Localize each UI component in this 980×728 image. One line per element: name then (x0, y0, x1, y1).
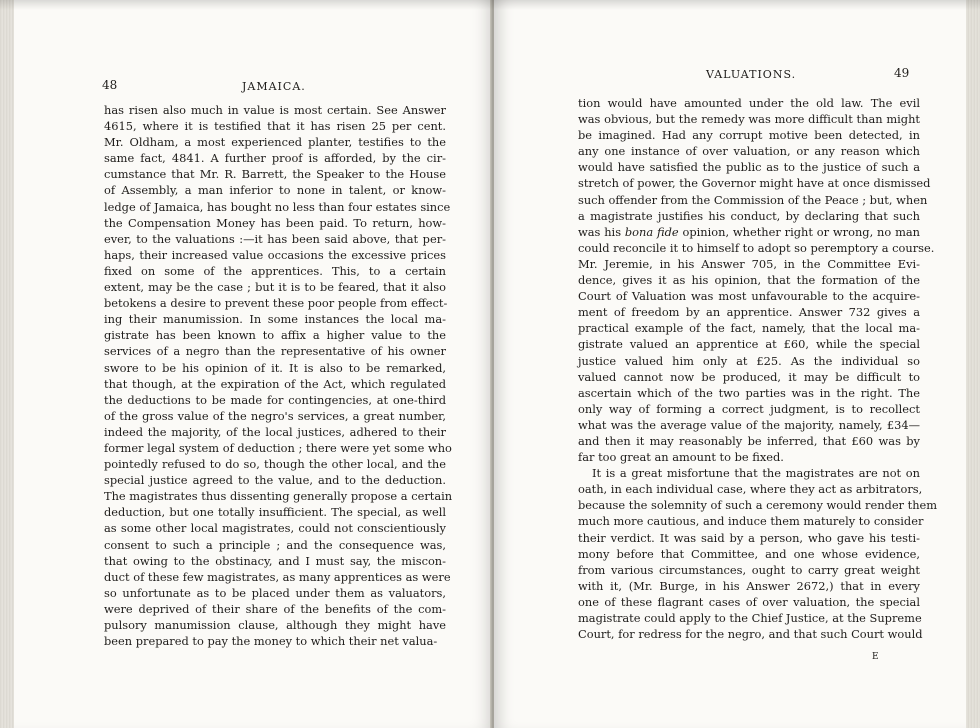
text-line: because the solemnity of such a ceremony would render them (578, 498, 938, 513)
left-page-text (104, 102, 453, 649)
text-line: any one instance of over valuation, or any reason which (578, 144, 920, 159)
text-line: mony before that Committee, and one whose evidence, (578, 546, 920, 561)
text-line: former legal system of deduction ; there were yet some who (104, 440, 452, 455)
text-line: Court, for redress for the negro, and that such Court would (578, 627, 923, 642)
text-line: oath, in each individual case, where they act as arbitrators, (578, 482, 923, 497)
text-line: consent to such a principle ; and the consequence was, (104, 537, 446, 552)
text-line: valued cannot now be produced, it may be difficult to (578, 369, 920, 384)
text-line: deduction, but one totally insufficient. The special, as well (104, 505, 446, 520)
text-line: that owing to the obstinacy, and I must say, the miscon- (104, 553, 446, 568)
text-line: same fact, 4841. A further proof is afforded, by the cir- (104, 151, 446, 166)
text-line: gistrate valued an apprentice at £60, while the special (578, 337, 920, 352)
text-line: The magistrates thus dissenting generally propose a certain (104, 489, 453, 504)
text-line: was obvious, but the remedy was more difficult than might (578, 112, 920, 127)
right-page (494, 0, 966, 728)
text-line: fixed on some of the apprentices. This, to a certain (104, 263, 446, 278)
text-line: duct of these few magistrates, as many apprentices as were (104, 569, 451, 584)
text-line: far too great an amount to be fixed. (578, 450, 784, 465)
text-line: were deprived of their share of the benefits of the com- (104, 601, 446, 616)
text-line: ing their manumission. In some instances the local ma- (104, 312, 446, 327)
text-line: a magistrate justifies his conduct, by declaring that such (578, 208, 920, 223)
text-line: as some other local magistrates, could not conscientiously (104, 521, 446, 536)
text-line: so unfortunate as to be placed under them as valuators, (104, 585, 446, 600)
text-line: It is a great misfortune that the magistrates are not on (592, 466, 920, 481)
text-line: betokens a desire to prevent these poor people from effect- (104, 296, 448, 311)
text-line: ment of freedom by an apprentice. Answer 732 gives a (578, 305, 920, 320)
text-line: be imagined. Had any corrupt motive been detected, in (578, 128, 920, 143)
text-line: stretch of power, the Governor might have at once dismissed (578, 176, 931, 191)
signature-mark: E (872, 652, 880, 662)
text-line: Court of Valuation was most unfavourable to the acquire- (578, 289, 920, 304)
text-line: services of a negro than the representative of his owner (104, 344, 446, 359)
right-page-text (578, 95, 938, 642)
text-line: gistrate has been known to affix a higher value to the (104, 328, 446, 343)
left-page (14, 0, 492, 728)
text-line: practical example of the fact, namely, that the local ma- (578, 321, 920, 336)
text-line: pulsory manumission clause, although they might have (104, 618, 446, 632)
text-line: magistrate could apply to the Chief Justice, at the Supreme (578, 611, 922, 625)
text-line: would have satisfied the public as to the justice of such a (578, 160, 920, 175)
left-page-number: 48 (102, 78, 118, 92)
text-line: was his bona fide opinion, whether right or wrong, no man (578, 224, 921, 239)
text-line: that though, at the expiration of the Act, which regulated (104, 376, 446, 391)
text-line: much more cautious, and induce them maturely to consider (578, 514, 924, 529)
text-line: with it, (Mr. Burge, in his Answer 2672,) that in every (578, 578, 920, 593)
text-line: ascertain which of the two parties was in the right. The (578, 385, 920, 400)
text-line: dence, gives it as his opinion, that the formation of the (578, 273, 920, 288)
text-line: what was the average value of the majority, namely, £34— (578, 417, 920, 432)
text-line: extent, may be the case ; but it is to be feared, that it also (104, 280, 446, 295)
text-line: tion would have amounted under the old law. The evil (578, 96, 920, 110)
left-page-edges (0, 0, 14, 728)
text-line: could reconcile it to himself to adopt so peremptory a course. (578, 240, 935, 255)
text-line: special justice agreed to the value, and to the deduction. (104, 473, 446, 488)
text-line: from various circumstances, ought to carry great weight (578, 562, 920, 577)
text-line: haps, their increased value occasions the excessive prices (104, 247, 446, 262)
text-line: the deductions to be made for contingencies, at one-third (104, 392, 446, 407)
right-page-edges (966, 0, 980, 728)
text-line: only way of forming a correct judgment, is to recollect (578, 401, 920, 416)
text-line: the Compensation Money has been paid. To return, how- (104, 215, 446, 230)
text-line: justice valued him only at £25. As the individual so (578, 353, 920, 368)
left-running-head: JAMAICA. (242, 80, 306, 93)
text-line: cumstance that Mr. R. Barrett, the Speaker to the House (104, 167, 446, 182)
text-line: ever, to the valuations :—it has been said above, that per- (104, 231, 446, 246)
text-line: has risen also much in value is most certain. See Answer (104, 103, 446, 117)
text-line: indeed the majority, of the local justices, adhered to their (104, 424, 446, 439)
text-line: Mr. Oldham, a most experienced planter, testifies to the (104, 135, 446, 150)
text-line: such offender from the Commission of the Peace ; but, when (578, 192, 928, 207)
right-running-head: VALUATIONS. (706, 68, 797, 81)
text-line: and then it may reasonably be inferred, that £60 was by (578, 433, 920, 448)
text-line: one of these flagrant cases of over valuation, the special (578, 594, 920, 609)
text-line: Mr. Jeremie, in his Answer 705, in the Committee Evi- (578, 256, 920, 271)
text-line: been prepared to pay the money to which their net valua- (104, 634, 438, 649)
right-page-number: 49 (894, 66, 910, 80)
text-line: pointedly refused to do so, though the other local, and the (104, 457, 446, 472)
text-line: ledge of Jamaica, has bought no less than four estates since (104, 199, 451, 214)
text-line: swore to be his opinion of it. It is also to be remarked, (104, 360, 446, 375)
text-line: of Assembly, a man inferior to none in talent, or know- (104, 183, 446, 198)
text-line: 4615, where it is testified that it has risen 25 per cent. (104, 119, 446, 134)
text-line: their verdict. It was said by a person, who gave his testi- (578, 530, 920, 545)
text-line: of the gross value of the negro's services, a great number, (104, 408, 446, 423)
